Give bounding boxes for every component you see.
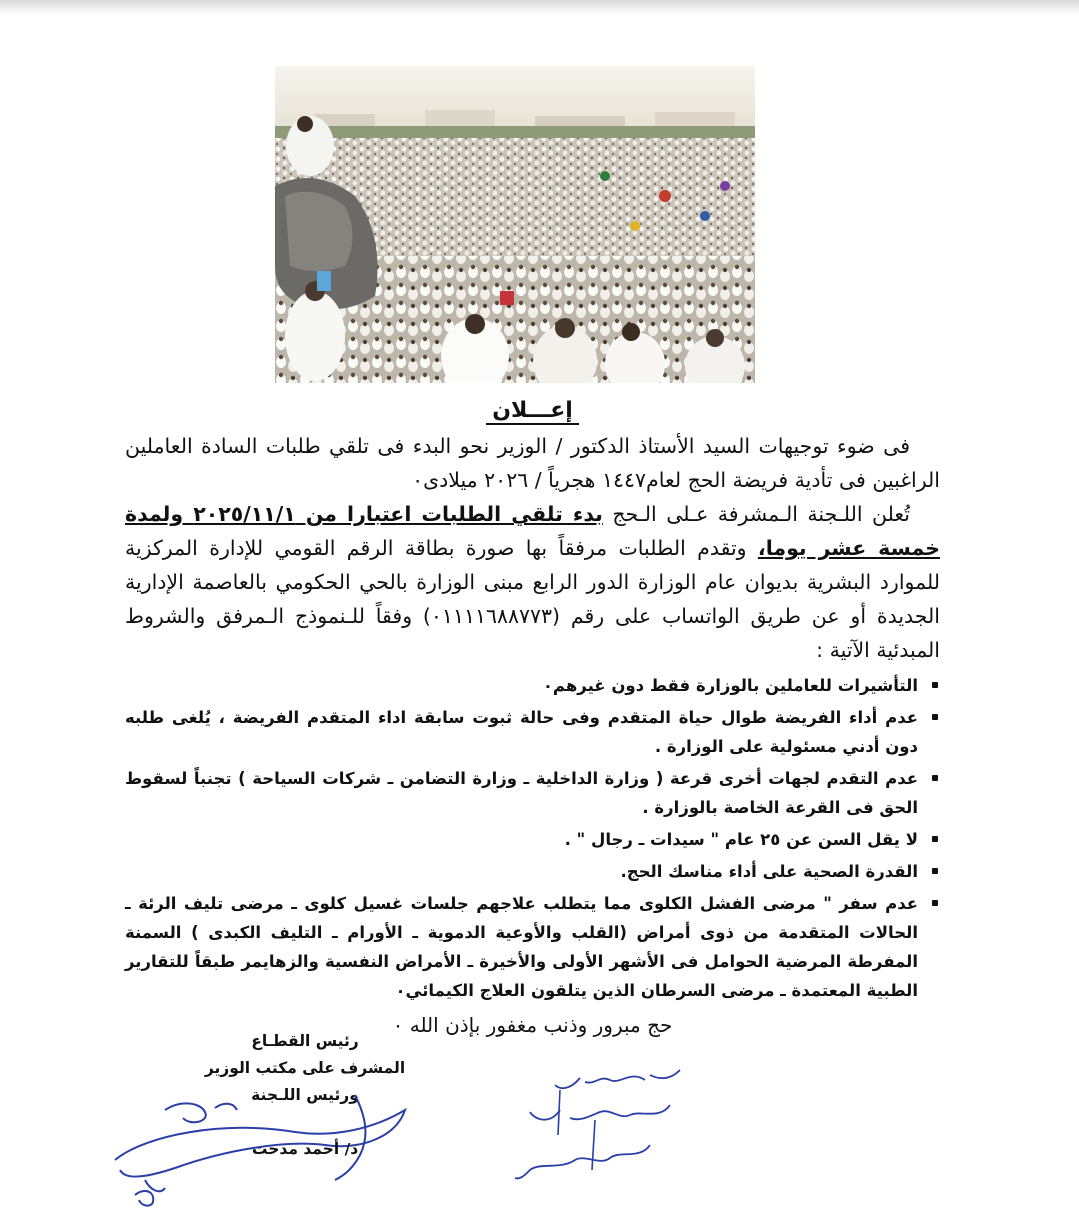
bullet-icon bbox=[932, 714, 938, 720]
condition-item bbox=[125, 889, 940, 1005]
bullet-icon bbox=[932, 682, 938, 688]
signatory-title-1: رئيس القطـاع bbox=[251, 1032, 359, 1050]
photo-illustration bbox=[275, 66, 755, 383]
condition-item bbox=[125, 857, 940, 886]
details-paragraph-lead: تُعلن اللـجنة الـمشرفة عـلى الـحج bbox=[612, 502, 910, 526]
bullet-icon bbox=[932, 900, 938, 906]
details-paragraph bbox=[125, 497, 940, 667]
condition-text: عدم أداء الفريضة طوال حياة المتقدم وفى حالة ثبوت سابقة اداء المتقدم الفريضة ، يُلغى طلبه دون أدني مسئولية على الوزارة . bbox=[125, 708, 918, 756]
closing-prayer: حج مبرور وذنب مغفور بإذن الله ٠ bbox=[392, 1013, 673, 1037]
bullet-icon bbox=[932, 775, 938, 781]
condition-item bbox=[125, 703, 940, 761]
condition-item bbox=[125, 764, 940, 822]
bullet-icon bbox=[932, 868, 938, 874]
condition-text: عدم سفر " مرضى الفشل الكلوى مما يتطلب علاجهم جلسات غسيل كلوى ـ مرضى تليف الرئة ـ الحالات المتقدمة من ذوى أمراض (القلب والأوعية الدموية ـ الأورام ـ التليف الكبدى ) السمنة المفرطة المرضية الحوامل فى الأشهر الأولى والأخيرة ـ الأمراض النفسية والزهايمر طبقاً للتقارير الطبية المعتمدة ـ مرضى السرطان الذين يتلقون العلاج الكيمائي٠ bbox=[125, 894, 918, 1000]
details-paragraph-rest: وتقدم الطلبات مرفقاً بها صورة بطاقة الرقم القومي للإدارة المركزية للموارد البشرية بديوان عام الوزارة الدور الرابع مبنى الوزارة بالحي الحكومي بالعاصمة الإدارية الجديدة أو عن طريق الواتساب على رقم (٠١١١١٦٨٨٧٧٣) وفقاً للـنموذج الـمرفق والشروط المبدئية الآتية : bbox=[125, 536, 940, 662]
hajj-pilgrims-photo bbox=[275, 66, 755, 383]
signatory-title-2: المشرف على مكتب الوزير bbox=[204, 1059, 406, 1077]
top-edge-shade bbox=[0, 0, 1079, 14]
announcement-title-text: إعـــلان bbox=[486, 398, 579, 425]
signatory-title-3: ورئيس اللـجنة bbox=[251, 1086, 359, 1104]
condition-text: لا يقل السن عن ٢٥ عام " سيدات ـ رجال " . bbox=[564, 830, 918, 849]
condition-text: القدرة الصحية على أداء مناسك الحج. bbox=[620, 862, 918, 881]
intro-paragraph-text: فى ضوء توجيهات السيد الأستاذ الدكتور / الوزير نحو البدء فى تلقي طلبات السادة العاملين الراغبين فى تأدية فريضة الحج لعام١٤٤٧ هجرياً / ٢٠٢٦ ميلادى٠ bbox=[125, 434, 940, 492]
announcement-title bbox=[125, 398, 940, 423]
condition-text: التأشيرات للعاملين بالوزارة فقط دون غيرهم٠ bbox=[542, 676, 918, 695]
condition-item bbox=[125, 671, 940, 700]
announcement-body bbox=[125, 398, 940, 1037]
condition-item bbox=[125, 825, 940, 854]
conditions-list bbox=[125, 671, 940, 1005]
bullet-icon bbox=[932, 836, 938, 842]
signatory-name: د/ أحمد مدحت bbox=[251, 1140, 359, 1158]
handwritten-greeting bbox=[500, 1050, 700, 1190]
condition-text: عدم التقدم لجهات أخرى قرعة ( وزارة الداخلية ـ وزارة التضامن ـ شركات السياحة ) تجنباً لسقوط الحق فى القرعة الخاصة بالوزارة . bbox=[125, 769, 918, 817]
intro-paragraph bbox=[125, 429, 940, 497]
application-period-text: بدء تلقي الطلبات اعتبارا من ٢٠٢٥/١١/١ ولمدة خمسة عشر يوما، bbox=[125, 502, 940, 560]
